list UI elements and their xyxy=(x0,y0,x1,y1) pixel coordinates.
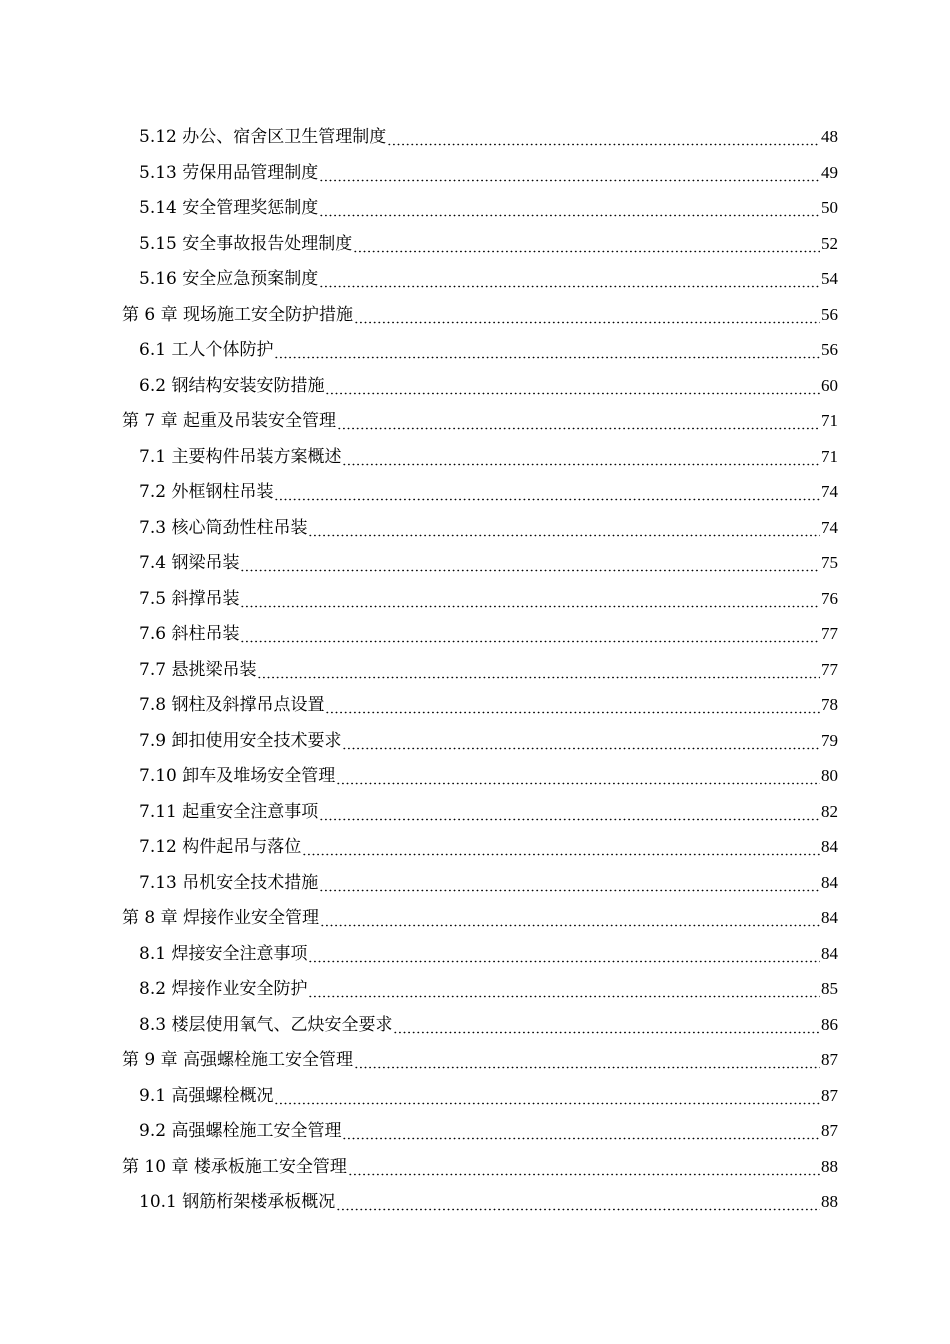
toc-page-number: 50 xyxy=(821,198,838,217)
toc-dot-leader xyxy=(342,723,820,759)
toc-page-number: 77 xyxy=(821,624,838,643)
toc-dot-leader xyxy=(319,794,820,830)
toc-entry-title: 7.3 核心筒劲性柱吊装 xyxy=(139,517,308,538)
toc-entry[interactable] xyxy=(122,226,838,262)
toc-page-number: 77 xyxy=(821,659,838,679)
toc-page-number: 88 xyxy=(821,1192,838,1211)
toc-entry-title: 9.2 高强螺栓施工安全管理 xyxy=(139,1121,342,1141)
toc-dot-leader xyxy=(325,368,820,404)
toc-dot-leader xyxy=(319,261,820,297)
toc-entry-title: 7.5 斜撑吊装 xyxy=(139,588,240,609)
toc-dot-leader xyxy=(274,474,820,510)
toc-dot-leader xyxy=(354,297,820,333)
toc-entry[interactable] xyxy=(122,368,838,404)
toc-chapter-entry[interactable] xyxy=(122,900,838,936)
toc-dot-leader xyxy=(353,226,820,262)
toc-entry-title: 6.1 工人个体防护 xyxy=(139,340,274,360)
toc-entry[interactable] xyxy=(122,261,838,297)
toc-page-number: 74 xyxy=(821,482,838,501)
toc-entry-title: 8.3 楼层使用氧气、乙炔安全要求 xyxy=(139,1014,393,1035)
toc-dot-leader xyxy=(393,1007,820,1043)
toc-entry[interactable] xyxy=(122,794,838,830)
toc-page-number: 87 xyxy=(821,1085,838,1105)
toc-page-number: 71 xyxy=(821,446,838,466)
toc-dot-leader xyxy=(274,332,820,368)
toc-page-number: 80 xyxy=(821,766,838,785)
toc-dot-leader xyxy=(319,190,820,226)
toc-dot-leader xyxy=(302,829,820,865)
toc-page-number: 84 xyxy=(821,872,838,892)
toc-page-number: 74 xyxy=(821,517,838,537)
toc-entry-title: 9.1 高强螺栓概况 xyxy=(139,1085,274,1106)
toc-entry[interactable] xyxy=(122,1113,838,1149)
toc-entry[interactable] xyxy=(122,581,838,617)
toc-dot-leader xyxy=(240,581,820,617)
toc-chapter-entry[interactable] xyxy=(122,403,838,439)
table-of-contents xyxy=(122,119,838,1220)
toc-page-number: 49 xyxy=(821,162,838,182)
toc-entry[interactable] xyxy=(122,687,838,723)
toc-page-number: 76 xyxy=(821,588,838,608)
toc-entry-title: 第 9 章 高强螺栓施工安全管理 xyxy=(122,1050,354,1070)
toc-entry[interactable] xyxy=(122,439,838,475)
toc-page-number: 48 xyxy=(821,127,838,146)
toc-dot-leader xyxy=(337,403,820,439)
toc-entry-title: 7.8 钢柱及斜撑吊点设置 xyxy=(139,695,325,715)
toc-page-number: 85 xyxy=(821,979,838,998)
toc-page-number: 54 xyxy=(821,269,838,288)
toc-entry[interactable] xyxy=(122,474,838,510)
toc-page-number: 86 xyxy=(821,1014,838,1034)
toc-entry-title: 8.2 焊接作业安全防护 xyxy=(139,979,308,999)
toc-page-number: 87 xyxy=(821,1121,838,1140)
toc-page-number: 84 xyxy=(821,837,838,856)
toc-page-number: 84 xyxy=(821,943,838,963)
toc-chapter-entry[interactable] xyxy=(122,1042,838,1078)
toc-page-number: 79 xyxy=(821,730,838,750)
toc-entry-title: 7.1 主要构件吊装方案概述 xyxy=(139,446,342,467)
toc-entry[interactable] xyxy=(122,971,838,1007)
toc-entry-title: 5.13 劳保用品管理制度 xyxy=(139,162,319,183)
toc-dot-leader xyxy=(348,1149,820,1185)
toc-chapter-entry[interactable] xyxy=(122,1149,838,1185)
toc-dot-leader xyxy=(240,545,820,581)
toc-page-number: 60 xyxy=(821,375,838,395)
toc-entry-title: 第 8 章 焊接作业安全管理 xyxy=(122,908,320,928)
toc-entry-title: 7.7 悬挑梁吊装 xyxy=(139,659,257,680)
toc-page-number: 56 xyxy=(821,304,838,324)
toc-dot-leader xyxy=(336,1184,820,1220)
toc-entry-title: 5.15 安全事故报告处理制度 xyxy=(139,233,353,254)
toc-entry[interactable] xyxy=(122,723,838,759)
toc-entry[interactable] xyxy=(122,332,838,368)
toc-dot-leader xyxy=(257,652,820,688)
toc-dot-leader xyxy=(342,1113,820,1149)
toc-dot-leader xyxy=(319,155,820,191)
toc-dot-leader xyxy=(240,616,820,652)
toc-page-number: 52 xyxy=(821,233,838,253)
toc-chapter-entry[interactable] xyxy=(122,297,838,333)
toc-page-number: 71 xyxy=(821,411,838,430)
toc-entry[interactable] xyxy=(122,865,838,901)
toc-entry-title: 7.11 起重安全注意事项 xyxy=(139,801,319,822)
toc-entry-title: 第 7 章 起重及吊装安全管理 xyxy=(122,411,337,431)
toc-dot-leader xyxy=(308,971,820,1007)
toc-entry-title: 7.10 卸车及堆场安全管理 xyxy=(139,766,336,786)
toc-entry[interactable] xyxy=(122,1184,838,1220)
toc-page-number: 84 xyxy=(821,908,838,927)
toc-entry-title: 6.2 钢结构安装安防措施 xyxy=(139,375,325,396)
toc-dot-leader xyxy=(320,900,820,936)
toc-dot-leader xyxy=(387,119,820,155)
toc-page-number: 87 xyxy=(821,1050,838,1069)
toc-entry-title: 10.1 钢筋桁架楼承板概况 xyxy=(139,1192,336,1212)
toc-page-number: 88 xyxy=(821,1156,838,1176)
toc-entry-title: 5.14 安全管理奖惩制度 xyxy=(139,198,319,218)
toc-dot-leader xyxy=(319,865,820,901)
toc-entry[interactable] xyxy=(122,936,838,972)
toc-entry[interactable] xyxy=(122,616,838,652)
toc-entry[interactable] xyxy=(122,190,838,226)
toc-dot-leader xyxy=(308,510,820,546)
toc-entry-title: 7.9 卸扣使用安全技术要求 xyxy=(139,730,342,751)
toc-entry-title: 第 6 章 现场施工安全防护措施 xyxy=(122,304,354,325)
toc-entry[interactable] xyxy=(122,1078,838,1114)
toc-page-number: 82 xyxy=(821,801,838,821)
toc-entry-title: 5.16 安全应急预案制度 xyxy=(139,269,319,289)
toc-entry[interactable] xyxy=(122,119,838,155)
toc-page-number: 56 xyxy=(821,340,838,359)
toc-dot-leader xyxy=(354,1042,820,1078)
toc-entry-title: 第 10 章 楼承板施工安全管理 xyxy=(122,1156,347,1177)
toc-entry-title: 7.13 吊机安全技术措施 xyxy=(139,872,319,893)
toc-page-number: 75 xyxy=(821,553,838,572)
toc-entry[interactable] xyxy=(122,829,838,865)
toc-entry[interactable] xyxy=(122,652,838,688)
toc-dot-leader xyxy=(342,439,820,475)
toc-entry-title: 7.6 斜柱吊装 xyxy=(139,624,240,644)
toc-dot-leader xyxy=(325,687,820,723)
toc-entry-title: 7.2 外框钢柱吊装 xyxy=(139,482,274,502)
toc-dot-leader xyxy=(274,1078,820,1114)
toc-entry[interactable] xyxy=(122,758,838,794)
toc-entry-title: 5.12 办公、宿舍区卫生管理制度 xyxy=(139,127,387,147)
toc-dot-leader xyxy=(336,758,820,794)
toc-entry-title: 7.12 构件起吊与落位 xyxy=(139,837,302,857)
toc-entry-title: 7.4 钢梁吊装 xyxy=(139,553,240,573)
toc-entry[interactable] xyxy=(122,1007,838,1043)
toc-page-number: 78 xyxy=(821,695,838,714)
toc-entry[interactable] xyxy=(122,510,838,546)
toc-dot-leader xyxy=(308,936,820,972)
toc-entry[interactable] xyxy=(122,155,838,191)
toc-entry[interactable] xyxy=(122,545,838,581)
toc-entry-title: 8.1 焊接安全注意事项 xyxy=(139,943,308,964)
